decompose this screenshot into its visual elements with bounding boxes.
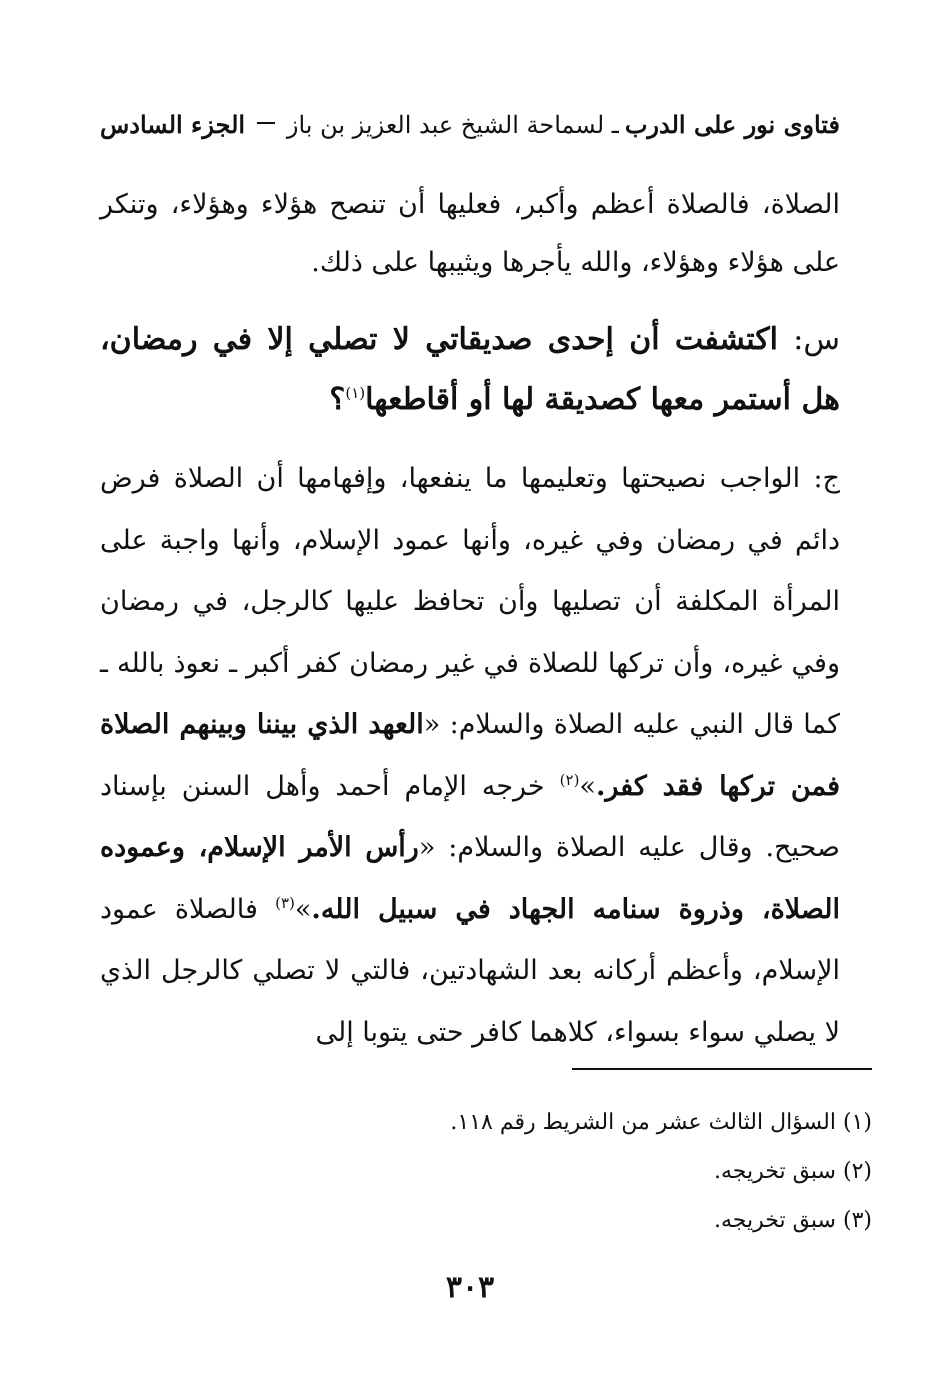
footnotes xyxy=(100,1098,872,1245)
footnote-2: (٢) سبق تخريجه. xyxy=(714,1159,872,1184)
answer-text-1: ج: الواجب نصيحتها وتعليمها ما ينفعها، وإفهامها أن الصلاة فرض دائم في رمضان وفي غيره، وأنها عمود الإسلام، وأنها واجبة على المرأة المكلفة أن تصليها وأن تحافظ عليها كالرجل، في رمضان وفي غيره، وأن تركها للصلاة في غير رمضان كفر أكبر ـ نعوذ بالله ـ كما قال النبي عليه الصلاة والسلام: « xyxy=(100,463,840,740)
footnote-1: (١) السؤال الثالث عشر من الشريط رقم ١١٨. xyxy=(450,1110,872,1135)
hadith-quote-1: العهد الذي بيننا وبينهم الصلاة فمن تركها فقد كفر. xyxy=(100,709,841,802)
question-mark: ؟ xyxy=(329,382,346,417)
footnote-ref-1[interactable]: (١) xyxy=(345,384,366,402)
quote-close-1: » xyxy=(579,770,596,802)
author-name: ـ لسماحة الشيخ عبد العزيز بن باز xyxy=(286,111,619,139)
question-prefix: س: xyxy=(793,322,840,357)
answer-text-2: خرجه الإمام أحمد وأهل السنن بإسناد صحيح. وقال عليه الصلاة والسلام: « xyxy=(100,770,840,863)
header-rule xyxy=(257,122,275,124)
continuation-text: الصلاة، فالصلاة أعظم وأكبر، فعليها أن تنصح هؤلاء وهؤلاء، وتنكر على هؤلاء وهؤلاء، والله يأجرها ويثيبها على ذلك. xyxy=(100,189,840,278)
answer-block xyxy=(100,448,840,1063)
continuation-paragraph xyxy=(100,176,840,292)
hadith-quote-2: رأس الأمر الإسلام، وعموده الصلاة، وذروة سنامه الجهاد في سبيل الله. xyxy=(100,832,840,925)
page-number: ٣٠٣ xyxy=(445,1270,495,1305)
question-block xyxy=(100,310,840,430)
footnote-separator xyxy=(572,1068,872,1070)
footnote-ref-2[interactable]: (٢) xyxy=(559,770,580,789)
quote-close-2: » xyxy=(294,893,312,925)
running-header xyxy=(100,108,840,142)
book-title: فتاوى نور على الدرب xyxy=(624,110,840,139)
footnote-3: (٣) سبق تخريجه. xyxy=(714,1208,872,1233)
volume-part: الجزء السادس xyxy=(100,110,246,139)
answer-text-3: فالصلاة عمود الإسلام، وأعظم أركانه بعد الشهادتين، فالتي لا تصلي كالرجل الذي لا يصلي سواء بسواء، كلاهما كافر حتى يتوبا إلى xyxy=(100,893,840,1048)
footnote-ref-3[interactable]: (٣) xyxy=(275,893,295,912)
question-text: اكتشفت أن إحدى صديقاتي لا تصلي إلا في رمضان، هل أستمر معها كصديقة لها أو أقاطعها xyxy=(100,322,840,417)
